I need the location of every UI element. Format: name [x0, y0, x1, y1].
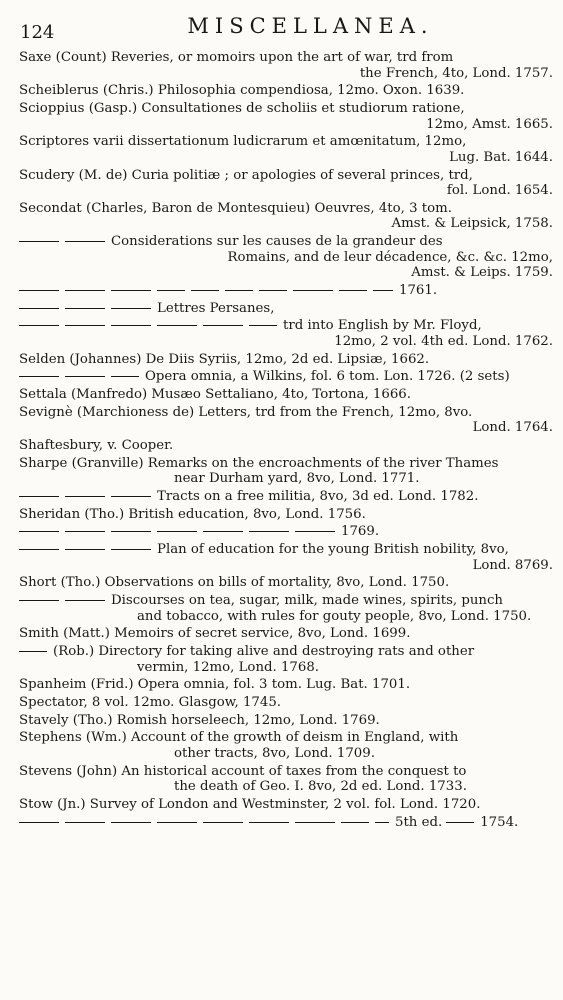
ditto-dash [203, 531, 243, 532]
entry-line: Shaftesbury, v. Cooper. [19, 437, 174, 453]
entry-line: Sharpe (Granville) Remarks on the encroachments of the river Thames [19, 455, 499, 471]
entry-line [19, 489, 553, 505]
ditto-dash [19, 600, 59, 601]
entry-text: Plan of education for the young British nobility, 8vo, [157, 542, 509, 557]
ditto-dash [111, 496, 151, 497]
entry-text: 5th ed. [395, 814, 443, 830]
entry-line: vermin, 12mo, Lond. 1768. [137, 659, 320, 675]
entry-line [19, 593, 553, 609]
ditto-dash [203, 822, 243, 823]
entry-line: Stephens (Wm.) Account of the growth of deism in England, with [19, 730, 459, 746]
catalogue-entry [18, 369, 553, 385]
entry-line: Saxe (Count) Reveries, or momoirs upon the art of war, trd from [19, 50, 454, 65]
ditto-dash [65, 241, 105, 242]
catalogue-entry [18, 575, 553, 591]
entry-text: 1754. [480, 814, 519, 830]
entry-line: Romains, and de leur décadence, &c. &c. 12mo, [227, 249, 553, 265]
catalogue-entry [18, 50, 553, 81]
entry-line: Scheiblerus (Chris.) Philosophia compendiosa, 12mo. Oxon. 1639. [19, 83, 465, 99]
entry-line: Scudery (M. de) Curia politiæ ; or apologies of several princes, trd, [19, 167, 473, 183]
ditto-dash [111, 308, 151, 309]
entry-line: Stevens (John) An historical account of taxes from the conquest to [19, 763, 467, 779]
entry-line: Selden (Johannes) De Diis Syriis, 12mo, 2d ed. Lipsiæ, 1662. [19, 351, 430, 367]
ditto-dash [65, 600, 105, 601]
catalogue-entry [18, 134, 553, 165]
entry-line: Sevignè (Marchioness de) Letters, trd from the French, 12mo, 8vo. [19, 404, 473, 420]
ditto-dash [65, 325, 105, 326]
catalogue-entry [18, 301, 553, 317]
catalogue-entry [18, 83, 553, 99]
entry-line: Short (Tho.) Observations on bills of mortality, 8vo, Lond. 1750. [19, 575, 450, 591]
entry-text: Lettres Persanes, [157, 300, 275, 316]
ditto-dash [157, 290, 185, 291]
ditto-dash [225, 290, 253, 291]
entry-line: Spanheim (Frid.) Opera omnia, fol. 3 tom. Lug. Bat. 1701. [19, 677, 411, 693]
catalogue-entry [18, 438, 553, 454]
catalogue-entry [18, 593, 553, 624]
ditto-dash [203, 325, 243, 326]
entry-text: Opera omnia, a Wilkins, fol. 6 tom. Lon. 1726. (2 sets) [145, 369, 510, 385]
ditto-dash [65, 531, 105, 532]
entry-line [19, 234, 553, 250]
entry-line [19, 542, 553, 558]
ditto-dash [339, 290, 367, 291]
ditto-dash [295, 531, 335, 532]
ditto-dash [65, 290, 105, 291]
entry-line: Scioppius (Gasp.) Consultationes de scholiis et studiorum ratione, [19, 100, 465, 116]
ditto-dash [19, 325, 59, 326]
entry-line: Amst. & Leipsick, 1758. [391, 216, 553, 232]
entry-line: Sheridan (Tho.) British education, 8vo, Lond. 1756. [19, 506, 366, 522]
entry-line: the French, 4to, Lond. 1757. [359, 65, 553, 81]
catalogue-entry [18, 405, 553, 436]
ditto-dash [249, 325, 277, 326]
ditto-dash [65, 549, 105, 550]
catalogue-entry [18, 387, 553, 403]
entry-line: Settala (Manfredo) Musæo Settaliano, 4to, Tortona, 1666. [19, 387, 411, 402]
entry-line: Smith (Matt.) Memoirs of secret service, 8vo, Lond. 1699. [19, 626, 411, 642]
entry-line [19, 815, 553, 831]
entry-line: Scriptores varii dissertationum ludicrarum et amœnitatum, 12mo, [19, 134, 467, 150]
catalogue-entry [18, 101, 553, 132]
catalogue-entry [18, 797, 553, 813]
ditto-dash [19, 376, 59, 377]
catalogue-entry [18, 283, 553, 299]
entry-text: Tracts on a free militia, 8vo, 3d ed. Lond. 1782. [157, 488, 479, 504]
ditto-dash [65, 376, 105, 377]
entry-text: Considerations sur les causes de la grandeur des [111, 234, 443, 250]
catalogue-entry [18, 168, 553, 199]
entry-line: Secondat (Charles, Baron de Montesquieu) Oeuvres, 4to, 3 tom. [19, 200, 452, 216]
entry-line [19, 644, 553, 660]
catalogue-entry [18, 626, 553, 642]
page-header [18, 0, 553, 50]
entry-line [19, 369, 553, 385]
ditto-dash [19, 531, 59, 532]
entry-line: 12mo, Amst. 1665. [426, 116, 553, 132]
entry-line [19, 301, 553, 317]
entry-text: Discourses on tea, sugar, milk, made wines, spirits, punch [111, 592, 503, 608]
entry-line: the death of Geo. I. 8vo, 2d ed. Lond. 1733. [174, 779, 467, 795]
catalogue-entry [18, 695, 553, 711]
ditto-dash [111, 376, 139, 377]
catalogue-entry [18, 677, 553, 693]
entry-line: Stow (Jn.) Survey of London and Westminster, 2 vol. fol. Lond. 1720. [19, 796, 481, 812]
ditto-dash [19, 308, 59, 309]
entry-line: Stavely (Tho.) Romish horseleech, 12mo, Lond. 1769. [19, 712, 380, 728]
entry-line: fol. Lond. 1654. [446, 183, 553, 199]
catalogue-entry [18, 524, 553, 540]
ditto-dash [65, 822, 105, 823]
ditto-dash [19, 822, 59, 823]
catalogue-entry [18, 201, 553, 232]
entry-line: near Durham yard, 8vo, Lond. 1771. [174, 471, 420, 487]
entry-line: and tobacco, with rules for gouty people, 8vo, Lond. 1750. [137, 608, 532, 624]
ditto-dash [19, 241, 59, 242]
entry-line: other tracts, 8vo, Lond. 1709. [174, 745, 375, 761]
entry-line: 12mo, 2 vol. 4th ed. Lond. 1762. [334, 333, 553, 349]
entry-line: Amst. & Leips. 1759. [411, 265, 553, 281]
entry-line: Spectator, 8 vol. 12mo. Glasgow, 1745. [19, 694, 282, 710]
ditto-dash [19, 290, 59, 291]
catalogue-entry [18, 713, 553, 729]
ditto-dash [375, 822, 389, 823]
ditto-dash [341, 822, 369, 823]
catalogue-entry [18, 730, 553, 761]
entry-line [19, 283, 553, 299]
ditto-dash [249, 531, 289, 532]
ditto-dash [19, 496, 59, 497]
ditto-dash [446, 822, 474, 823]
ditto-dash [295, 822, 335, 823]
ditto-dash [65, 308, 105, 309]
entry-text: 1769. [341, 524, 380, 540]
entry-line: Lond. 1764. [472, 420, 553, 436]
catalogue-entry [18, 815, 553, 831]
ditto-dash [191, 290, 219, 291]
entry-line [19, 318, 553, 334]
ditto-dash [111, 549, 151, 550]
ditto-dash [249, 822, 289, 823]
catalogue-entry [18, 764, 553, 795]
ditto-dash [373, 290, 393, 291]
catalogue-entries [18, 50, 553, 830]
ditto-dash [65, 496, 105, 497]
ditto-dash [19, 549, 59, 550]
catalogue-entry [18, 489, 553, 505]
ditto-dash [111, 822, 151, 823]
ditto-dash [111, 531, 151, 532]
entry-text: (Rob.) Directory for taking alive and destroying rats and other [53, 643, 475, 659]
entry-text: 1761. [399, 282, 438, 298]
ditto-dash [157, 822, 197, 823]
ditto-dash [157, 325, 197, 326]
ditto-dash [111, 290, 151, 291]
entry-text: trd into English by Mr. Floyd, [283, 318, 482, 334]
entry-line: Lond. 8769. [472, 557, 553, 573]
entry-line [19, 524, 553, 540]
ditto-dash [19, 651, 47, 652]
ditto-dash [259, 290, 287, 291]
catalogue-entry [18, 507, 553, 523]
ditto-dash [293, 290, 333, 291]
running-title: MISCELLANEA. [187, 14, 434, 38]
page-number: 124 [20, 22, 55, 43]
catalogue-entry [18, 352, 553, 368]
catalogue-entry [18, 318, 553, 349]
catalogue-entry [18, 542, 553, 573]
ditto-dash [157, 531, 197, 532]
catalogue-entry [18, 644, 553, 675]
catalogue-entry [18, 234, 553, 281]
catalogue-entry [18, 456, 553, 487]
entry-line: Lug. Bat. 1644. [449, 149, 553, 165]
ditto-dash [111, 325, 151, 326]
